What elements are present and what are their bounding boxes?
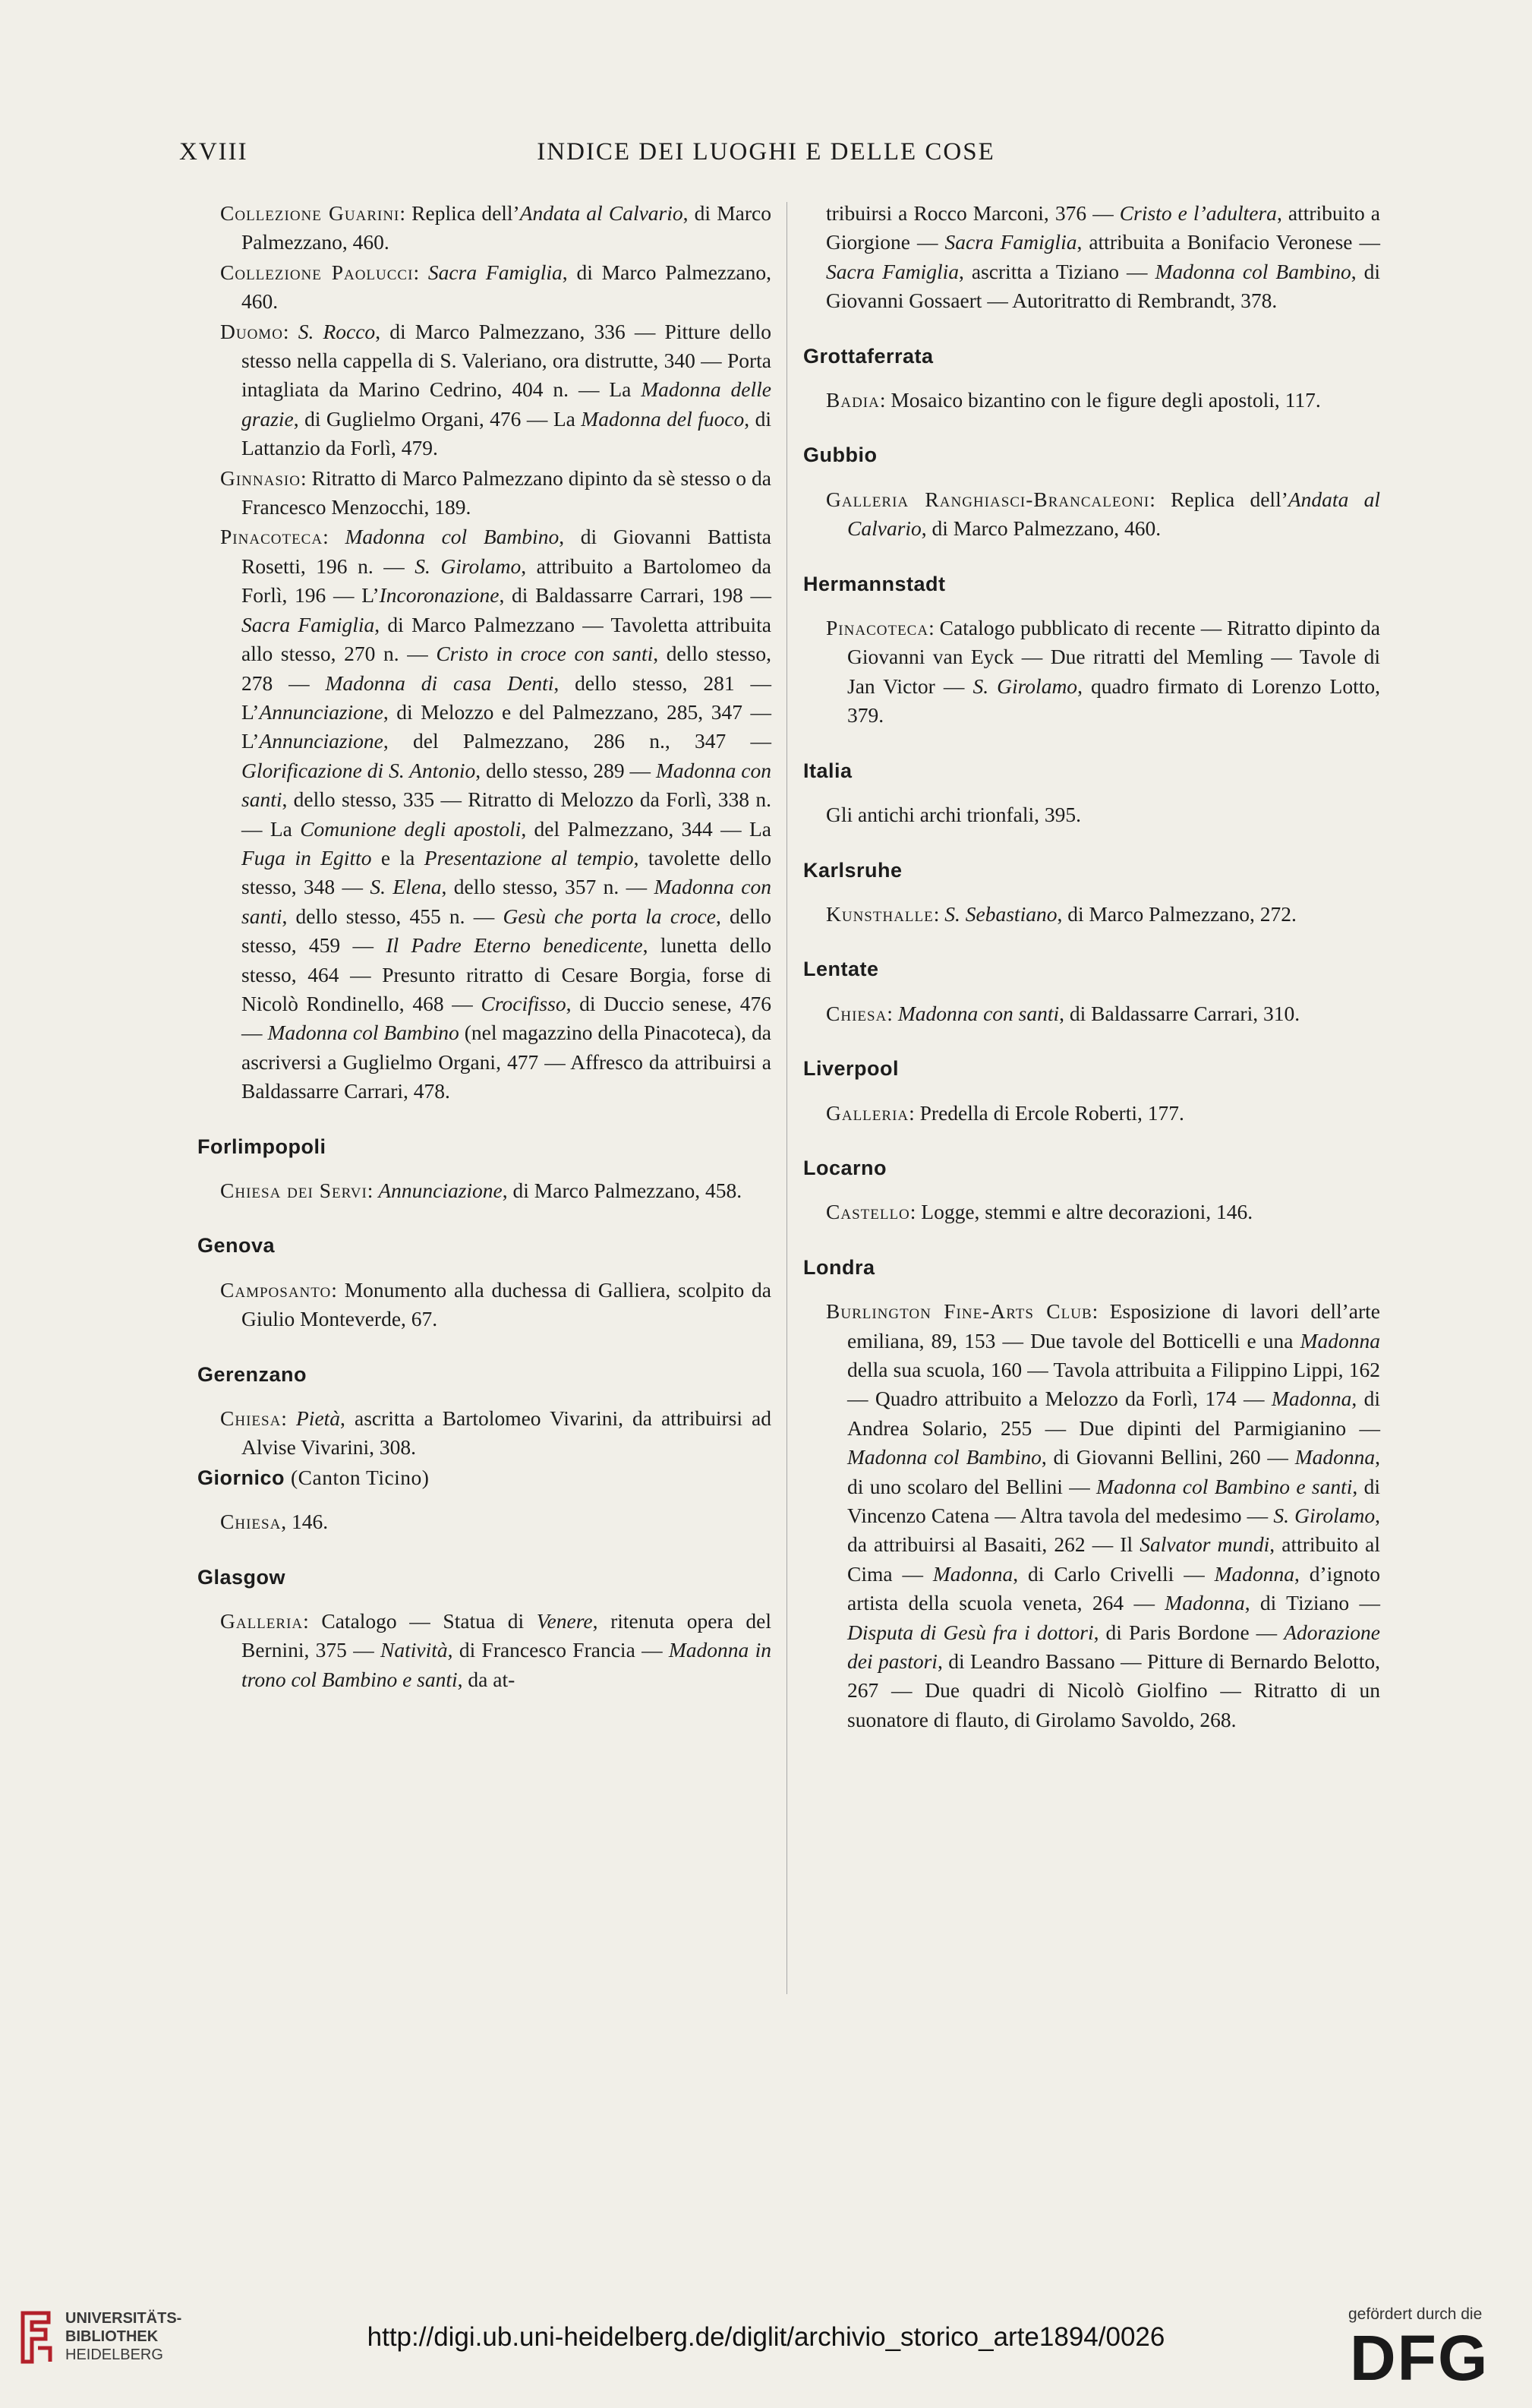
- running-title: INDICE DEI LUOGHI E DELLE COSE: [537, 138, 995, 166]
- place-heading: Gubbio: [803, 443, 878, 467]
- index-entry: Chiesa: Pietà, ascritta a Bartolomeo Vivarini, da attribuirsi ad Alvise Vivarini, 308.: [220, 1406, 771, 1460]
- index-entry: Kunsthalle: S. Sebastiano, di Marco Palmezzano, 272.: [826, 901, 1297, 926]
- source-url-link[interactable]: http://digi.ub.uni-heidelberg.de/diglit/archivio_storico_arte1894/0026: [367, 2322, 1165, 2352]
- place-heading: Karlsruhe: [803, 858, 903, 882]
- place-heading: Grottaferrata: [803, 344, 934, 368]
- index-entry: Galleria: Predella di Ercole Roberti, 177.: [826, 1100, 1184, 1125]
- index-entry: Castello: Logge, stemmi e altre decorazioni, 146.: [826, 1200, 1253, 1224]
- index-entry: Galleria Ranghiasci-Brancaleoni: Replica dell’Andata al Calvario, di Marco Palmezzano, 460.: [826, 487, 1380, 541]
- index-entry: Ginnasio: Ritratto di Marco Palmezzano dipinto da sè stesso o da Francesco Menzocchi, 189.: [220, 466, 771, 519]
- place-heading: Londra: [803, 1255, 875, 1279]
- index-entry: Burlington Fine-Arts Club: Esposizione di lavori dell’arte emiliana, 89, 153 — Due tavole del Botticelli e una Madonna della sua scuola, 160 — Tavola attribuita a Filippino Lippi, 162 — Quadro attribuito a Melozzo da Forlì, 174 — Madonna, di Andrea Solario, 255 — Due dipinti del Parmigianino — Madonna col Bambino, di Giovanni Bellini, 260 — Madonna, di uno scolaro del Bellini — Madonna col Bambino e santi, di Vincenzo Catena — Altra tavola del medesimo — S. Girolamo, da attribuirsi al Basaiti, 262 — Il Salvator mundi, attribuito al Cima — Madonna, di Carlo Crivelli — Madonna, d’ignoto artista della scuola veneta, 264 — Madonna, di Tiziano — Disputa di Gesù fra i dottori, di Paris Bordone — Adorazione dei pastori, di Leandro Bassano — Pitture di Bernardo Belotto, 267 — Due quadri di Nicolò Giolfino — Ritratto di un suonatore di flauto, di Girolamo Savoldo, 268.: [826, 1299, 1380, 1731]
- library-name-line3: HEIDELBERG: [65, 2346, 163, 2363]
- index-entry: Camposanto: Monumento alla duchessa di Galliera, scolpito da Giulio Monteverde, 67.: [220, 1277, 771, 1331]
- place-heading: Lentate: [803, 958, 879, 981]
- column-divider: [786, 202, 787, 1994]
- place-heading: Giornico (Canton Ticino): [197, 1465, 430, 1489]
- library-name-line2: BIBLIOTHEK: [65, 2328, 159, 2345]
- index-entry: Gli antichi archi trionfali, 395.: [826, 803, 1082, 827]
- page-number: XVIII: [179, 138, 248, 166]
- place-heading: Glasgow: [197, 1565, 286, 1589]
- index-entry-continued: tribuirsi a Rocco Marconi, 376 — Cristo e l’adultera, attribuito a Giorgione — Sacra Famiglia, attribuita a Bonifacio Veronese — Sacra Famiglia, ascritta a Tiziano — Madonna col Bambino, di Giovanni Gossaert — Autoritratto di Rembrandt, 378.: [826, 201, 1380, 313]
- place-heading: Hermannstadt: [803, 572, 946, 595]
- place-heading: Liverpool: [803, 1057, 900, 1081]
- index-entry: Collezione Guarini: Replica dell’Andata al Calvario, di Marco Palmezzano, 460.: [220, 201, 771, 254]
- index-entry: Pinacoteca: Madonna col Bambino, di Giovanni Battista Rosetti, 196 n. — S. Girolamo, attribuito a Bartolomeo da Forlì, 196 — L’Incoronazione, di Baldassarre Carrari, 198 — Sacra Famiglia, di Marco Palmezzano — Tavoletta attribuita allo stesso, 270 n. — Cristo in croce con santi, dello stesso, 278 — Madonna di casa Denti, dello stesso, 281 — L’Annunciazione, di Melozzo e del Palmezzano, 285, 347 — L’Annunciazione, del Palmezzano, 286 n., 347 — Glorificazione di S. Antonio, dello stesso, 289 — Madonna con santi, dello stesso, 335 — Ritratto di Melozzo da Forlì, 338 n. — La Comunione degli apostoli, del Palmezzano, 344 — La Fuga in Egitto e la Presentazione al tempio, tavolette dello stesso, 348 — S. Elena, dello stesso, 357 n. — Madonna con santi, dello stesso, 455 n. — Gesù che porta la croce, dello stesso, 459 — Il Padre Eterno benedicente, lunetta dello stesso, 464 — Presunto ritratto di Cesare Borgia, forse di Nicolò Rondinello, 468 — Crocifisso, di Duccio senese, 476 — Madonna col Bambino (nel magazzino della Pinacoteca), da ascriversi a Guglielmo Organi, 477 — Affresco da attribuirsi a Baldassarre Carrari, 478.: [220, 525, 772, 1103]
- place-heading: Forlimpopoli: [197, 1135, 326, 1158]
- index-entry: Chiesa: Madonna con santi, di Baldassarre Carrari, 310.: [826, 1001, 1300, 1025]
- right-column: [803, 199, 1380, 1735]
- left-column: [197, 199, 771, 1695]
- index-entry: Duomo: S. Rocco, di Marco Palmezzano, 336 — Pitture dello stesso nella cappella di S. Valeriano, ora distrutte, 340 — Porta intagliata da Marino Cedrino, 404 n. — La Madonna delle grazie, di Guglielmo Organi, 476 — La Madonna del fuoco, di Lattanzio da Forlì, 479.: [220, 319, 771, 460]
- index-entry: Collezione Paolucci: Sacra Famiglia, di Marco Palmezzano, 460.: [220, 260, 772, 314]
- index-entry: Chiesa dei Servi: Annunciazione, di Marco Palmezzano, 458.: [220, 1179, 742, 1202]
- place-heading: Locarno: [803, 1156, 887, 1179]
- index-entry: Pinacoteca: Catalogo pubblicato di recente — Ritratto dipinto da Giovanni van Eyck — Due ritratti del Memling — Tavole di Jan Victor — S. Girolamo, quadro firmato di Lorenzo Lotto, 379.: [826, 616, 1380, 727]
- place-heading: Italia: [803, 759, 853, 782]
- place-heading: Gerenzano: [197, 1362, 307, 1386]
- index-entry: Chiesa, 146.: [220, 1510, 329, 1534]
- dfg-logo: DFG: [1350, 2322, 1489, 2394]
- index-entry: Badia: Mosaico bizantino con le figure degli apostoli, 117.: [826, 388, 1321, 412]
- index-entry: Galleria: Catalogo — Statua di Venere, ritenuta opera del Bernini, 375 — Natività, di Francesco Francia — Madonna in trono col Bambino e santi, da at-: [220, 1609, 772, 1691]
- funded-by-label: gefördert durch die: [1348, 2305, 1483, 2323]
- library-name-line1: UNIVERSITÄTS-: [65, 2310, 182, 2327]
- place-heading: Genova: [197, 1234, 276, 1258]
